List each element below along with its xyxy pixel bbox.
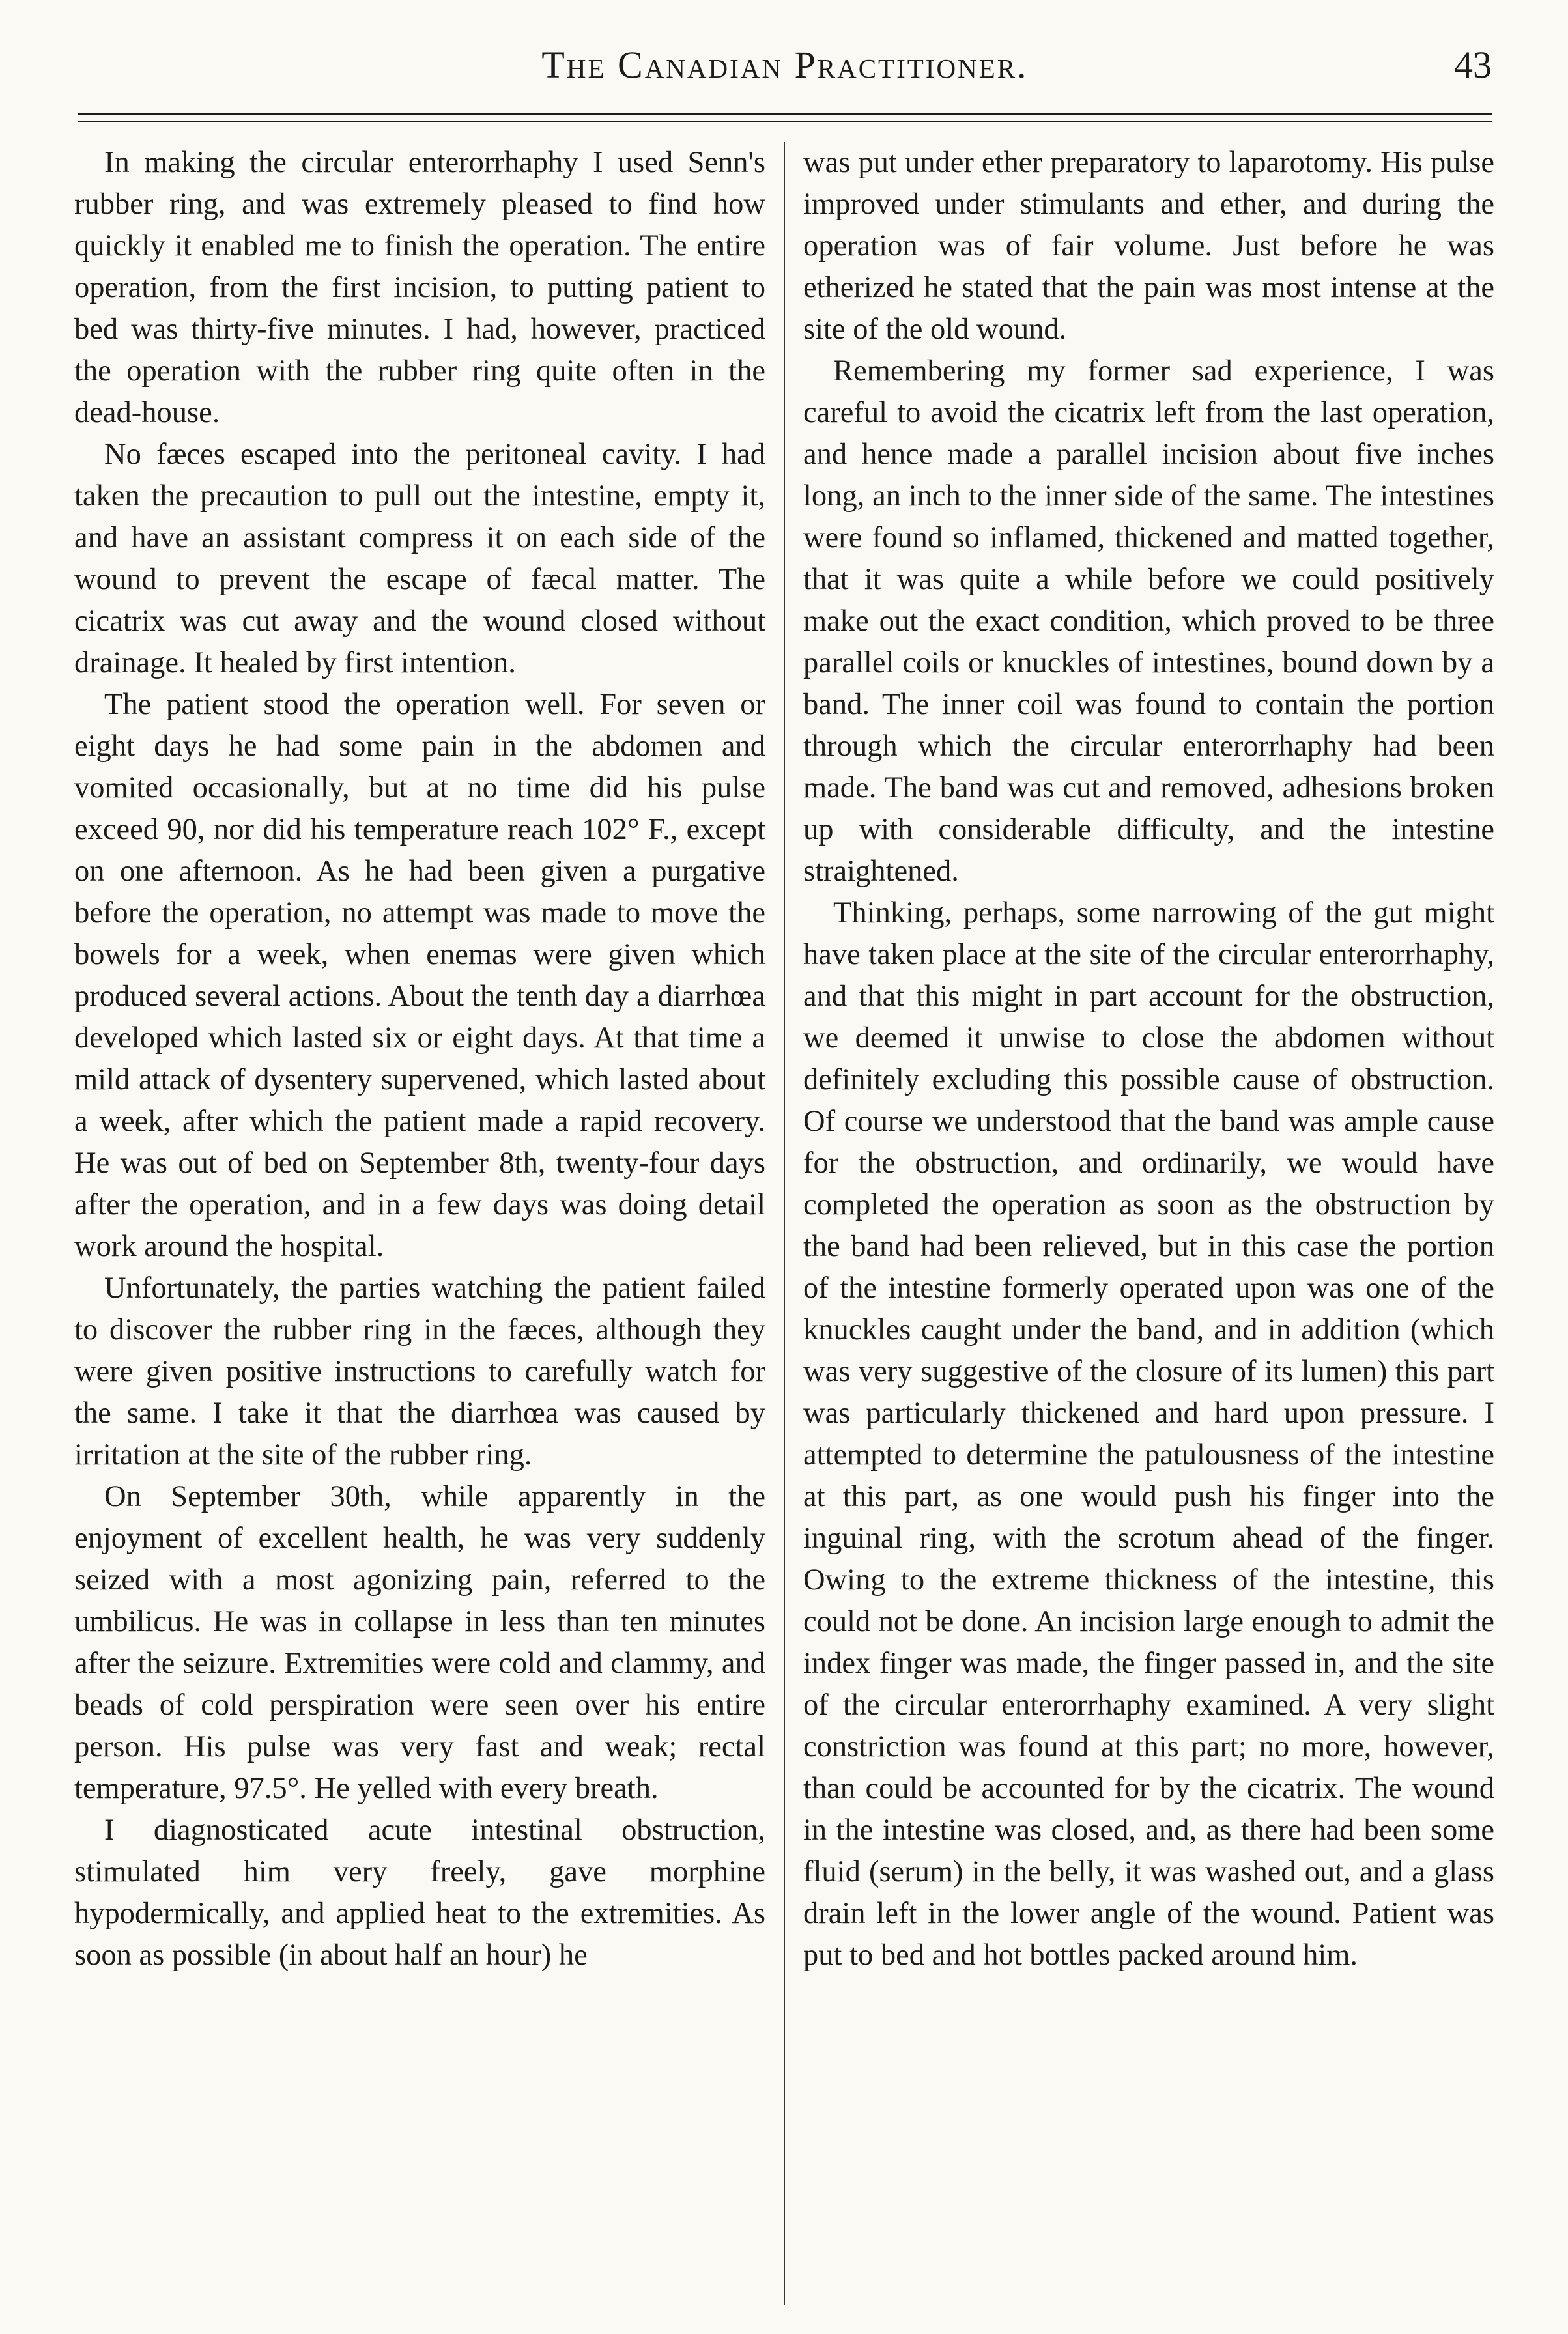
paragraph: No fæces escaped into the peritoneal cavity. I had taken the precaution to pull out the intestine, empty it, and have an assistant compress it on each side of the wound to prevent the escape of fæcal matter. The cicatrix was cut away and the wound closed without drainage. It healed by first intention. [74,438,765,679]
paragraph: On September 30th, while apparently in the enjoyment of excellent health, he was very suddenly seized with a most agonizing pain, referred to the umbilicus. He was in collapse in less than ten minutes after the seizure. Extremities were cold and clammy, and beads of cold perspiration were seen over his entire person. His pulse was very fast and weak; rectal temperature, 97.5°. He yelled with every breath. [74,1480,765,1805]
page-number: 43 [1454,44,1492,86]
paragraph: In making the circular enterorrhaphy I used Senn's rubber ring, and was extremely pleased to find how quickly it enabled me to finish the operation. The entire operation, from the first incision, to putting patient to bed was thirty-five minutes. I had, however, practiced the operation with the rubber ring quite often in the dead-house. [74,146,765,429]
journal-title: The Canadian Practitioner. [541,44,1029,86]
paragraph: Remembering my former sad experience, I was careful to avoid the cicatrix left from the last operation, and hence made a parallel incision about five inches long, an inch to the inner side of the same. The intestines were found so inflamed, thickened and matted together, that it was quite a while before we could positively make out the exact condition, which proved to be three parallel coils or knuckles of intestines, bound down by a band. The inner coil was found to contain the portion through which the circular enterorrhaphy had been made. The band was cut and removed, adhesions broken up with considerable difficulty, and the intestine straightened. [803,354,1494,888]
header-rule-bottom [78,121,1492,122]
paragraph-continued: was put under ether preparatory to laparotomy. His pulse improved under stimulants and ether, and during the operation was of fair volume. Just before he was etherized he stated that the pain was most intense at the site of the old wound. [803,146,1494,346]
paragraph: Thinking, perhaps, some narrowing of the gut might have taken place at the site of the circular enterorrhaphy, and that this might in part account for the obstruction, we deemed it unwise to close the abdomen without definitely excluding this possible cause of obstruction. Of course we understood that the band was ample cause for the obstruction, and ordinarily, we would have completed the operation as soon as the obstruction by the band had been relieved, but in this case the portion of the intestine formerly operated upon was one of the knuckles caught under the band, and in addition (which was very suggestive of the closure of its lumen) this part was particularly thickened and hard upon pressure. I attempted to determine the patulousness of the intestine at this part, as one would push his finger into the inguinal ring, with the scrotum ahead of the finger. Owing to the extreme thickness of the intestine, this could not be done. An incision large enough to admit the index finger was made, the finger passed in, and the site of the circular enterorrhaphy examined. A very slight constriction was found at this part; no more, however, than could be accounted for by the cicatrix. The wound in the intestine was closed, and, as there had been some fluid (serum) in the belly, it was washed out, and a glass drain left in the lower angle of the wound. Patient was put to bed and hot bottles packed around him. [803,896,1494,1972]
paragraph: The patient stood the operation well. For seven or eight days he had some pain in the abdomen and vomited occasionally, but at no time did his pulse exceed 90, nor did his temperature reach 102° F., except on one afternoon. As he had been given a purgative before the operation, no attempt was made to move the bowels for a week, when enemas were given which produced several actions. About the tenth day a diarrhœa developed which lasted six or eight days. At that time a mild attack of dysentery supervened, which lasted about a week, after which the patient made a rapid recovery. He was out of bed on September 8th, twenty-four days after the operation, and in a few days was doing detail work around the hospital. [74,688,765,1263]
header-rule-top [78,113,1492,115]
right-column [803,142,1494,2305]
paragraph: I diagnosticated acute intestinal obstruction, stimulated him very freely, gave morphine hypodermically, and applied heat to the extremities. As soon as possible (in about half an hour) he [74,1814,765,1972]
left-column [74,142,765,2305]
paragraph: Unfortunately, the parties watching the patient failed to discover the rubber ring in the fæces, although they were given positive instructions to carefully watch for the same. I take it that the diarrhœa was caused by irritation at the site of the rubber ring. [74,1272,765,1472]
column-divider [784,142,785,2305]
page-header [78,31,1492,122]
